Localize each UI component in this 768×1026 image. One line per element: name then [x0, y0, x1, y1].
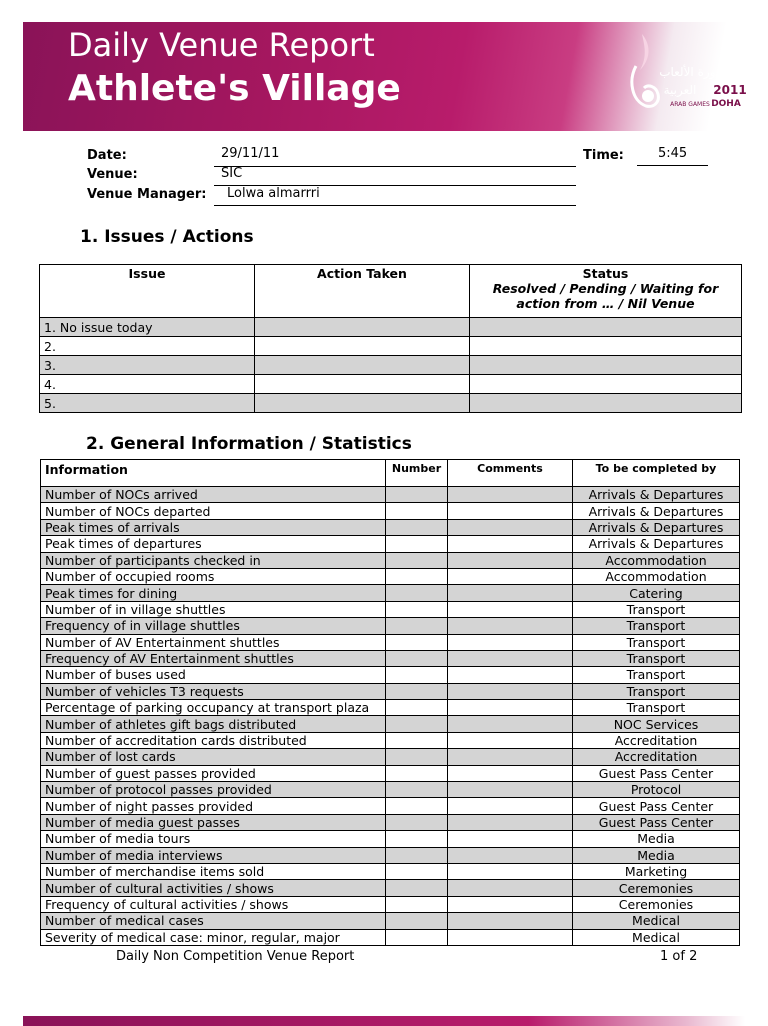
venue-label: Venue:	[87, 167, 138, 182]
comments-cell[interactable]	[448, 929, 573, 945]
statistics-row	[41, 552, 740, 568]
comments-cell[interactable]	[448, 601, 573, 617]
completed-by-cell: Accommodation	[573, 568, 740, 584]
comments-cell[interactable]	[448, 847, 573, 863]
number-cell[interactable]	[386, 896, 448, 912]
col-to-be-completed-by: To be completed by	[573, 460, 740, 487]
info-cell: Number of accreditation cards distributed	[41, 732, 386, 748]
section-statistics-title: 2. General Information / Statistics	[86, 434, 412, 454]
number-cell[interactable]	[386, 650, 448, 666]
col-status	[470, 265, 742, 318]
comments-cell[interactable]	[448, 831, 573, 847]
action-cell[interactable]	[255, 356, 470, 375]
completed-by-cell: Arrivals & Departures	[573, 519, 740, 535]
info-cell: Number of in village shuttles	[41, 601, 386, 617]
issue-row	[40, 394, 742, 413]
completed-by-cell: Transport	[573, 618, 740, 634]
completed-by-cell: Medical	[573, 929, 740, 945]
number-cell[interactable]	[386, 782, 448, 798]
info-cell: Number of lost cards	[41, 749, 386, 765]
action-cell[interactable]	[255, 375, 470, 394]
info-cell: Number of buses used	[41, 667, 386, 683]
comments-cell[interactable]	[448, 749, 573, 765]
completed-by-cell: Transport	[573, 601, 740, 617]
statistics-row	[41, 782, 740, 798]
info-cell: Number of occupied rooms	[41, 568, 386, 584]
number-cell[interactable]	[386, 667, 448, 683]
completed-by-cell: Medical	[573, 913, 740, 929]
number-cell[interactable]	[386, 519, 448, 535]
comments-cell[interactable]	[448, 618, 573, 634]
info-cell: Number of guest passes provided	[41, 765, 386, 781]
info-cell: Number of media guest passes	[41, 814, 386, 830]
statistics-row	[41, 568, 740, 584]
info-cell: Frequency of AV Entertainment shuttles	[41, 650, 386, 666]
report-title: Daily Venue Report	[68, 26, 375, 64]
statistics-row	[41, 929, 740, 945]
report-banner	[23, 22, 745, 131]
completed-by-cell: Media	[573, 847, 740, 863]
completed-by-cell: Protocol	[573, 782, 740, 798]
info-cell: Number of participants checked in	[41, 552, 386, 568]
statistics-row	[41, 765, 740, 781]
issue-row	[40, 356, 742, 375]
comments-cell[interactable]	[448, 716, 573, 732]
statistics-body	[41, 487, 740, 946]
number-cell[interactable]	[386, 929, 448, 945]
statistics-row	[41, 732, 740, 748]
statistics-row	[41, 831, 740, 847]
completed-by-cell: Accreditation	[573, 749, 740, 765]
completed-by-cell: Transport	[573, 650, 740, 666]
status-cell[interactable]	[470, 318, 742, 337]
status-cell[interactable]	[470, 337, 742, 356]
status-cell[interactable]	[470, 375, 742, 394]
info-cell: Number of media tours	[41, 831, 386, 847]
issue-cell[interactable]: 5.	[40, 394, 255, 413]
completed-by-cell: Accreditation	[573, 732, 740, 748]
info-cell: Number of cultural activities / shows	[41, 880, 386, 896]
issue-row	[40, 318, 742, 337]
comments-cell[interactable]	[448, 700, 573, 716]
venue-manager-value[interactable]: Lolwa almarrri	[227, 186, 320, 201]
logo-arabic-line1: دورة الألعاب	[659, 65, 721, 79]
number-cell[interactable]	[386, 700, 448, 716]
venue-manager-label: Venue Manager:	[87, 187, 207, 202]
issue-cell[interactable]: 4.	[40, 375, 255, 394]
number-cell[interactable]	[386, 765, 448, 781]
comments-cell[interactable]	[448, 519, 573, 535]
statistics-row	[41, 896, 740, 912]
status-heading: Status	[582, 266, 629, 281]
comments-cell[interactable]	[448, 896, 573, 912]
info-cell: Peak times of arrivals	[41, 519, 386, 535]
footer-report-name: Daily Non Competition Venue Report	[116, 949, 355, 964]
time-label: Time:	[583, 148, 624, 163]
comments-cell[interactable]	[448, 568, 573, 584]
statistics-row	[41, 503, 740, 519]
number-cell[interactable]	[386, 601, 448, 617]
number-cell[interactable]	[386, 880, 448, 896]
completed-by-cell: Media	[573, 831, 740, 847]
number-cell[interactable]	[386, 503, 448, 519]
section-issues-title: 1. Issues / Actions	[80, 227, 254, 247]
time-underline	[637, 165, 708, 166]
completed-by-cell: Arrivals & Departures	[573, 536, 740, 552]
col-number: Number	[386, 460, 448, 487]
issues-header-row	[40, 265, 742, 318]
logo-small-text: ARAB GAMES	[670, 101, 710, 108]
col-action-taken: Action Taken	[255, 265, 470, 318]
statistics-row	[41, 798, 740, 814]
info-cell: Frequency of in village shuttles	[41, 618, 386, 634]
info-cell: Number of AV Entertainment shuttles	[41, 634, 386, 650]
comments-cell[interactable]	[448, 634, 573, 650]
info-cell: Severity of medical case: minor, regular, major	[41, 929, 386, 945]
issue-cell[interactable]: 1. No issue today	[40, 318, 255, 337]
info-cell: Peak times of departures	[41, 536, 386, 552]
statistics-row	[41, 683, 740, 699]
page-number: 1 of 2	[660, 949, 698, 964]
statistics-row	[41, 618, 740, 634]
number-cell[interactable]	[386, 847, 448, 863]
statistics-row	[41, 847, 740, 863]
venue-title: Athlete's Village	[68, 68, 401, 109]
col-comments: Comments	[448, 460, 573, 487]
comments-cell[interactable]	[448, 782, 573, 798]
date-underline	[214, 166, 576, 167]
issues-table	[39, 264, 742, 413]
info-cell: Frequency of cultural activities / shows	[41, 896, 386, 912]
statistics-row	[41, 650, 740, 666]
number-cell[interactable]	[386, 618, 448, 634]
number-cell[interactable]	[386, 585, 448, 601]
logo-year: 2011	[713, 83, 747, 97]
completed-by-cell: Guest Pass Center	[573, 814, 740, 830]
logo-arabic-line2: العربية	[663, 83, 697, 97]
statistics-row	[41, 880, 740, 896]
issue-cell[interactable]: 3.	[40, 356, 255, 375]
info-cell: Percentage of parking occupancy at transport plaza	[41, 700, 386, 716]
issue-row	[40, 375, 742, 394]
comments-cell[interactable]	[448, 552, 573, 568]
statistics-row	[41, 716, 740, 732]
completed-by-cell: Ceremonies	[573, 896, 740, 912]
completed-by-cell: Transport	[573, 683, 740, 699]
statistics-row	[41, 863, 740, 879]
status-cell[interactable]	[470, 394, 742, 413]
number-cell[interactable]	[386, 798, 448, 814]
date-label: Date:	[87, 148, 127, 163]
info-cell: Number of NOCs arrived	[41, 487, 386, 503]
comments-cell[interactable]	[448, 880, 573, 896]
comments-cell[interactable]	[448, 650, 573, 666]
comments-cell[interactable]	[448, 487, 573, 503]
action-cell[interactable]	[255, 318, 470, 337]
number-cell[interactable]	[386, 863, 448, 879]
info-cell: Number of medical cases	[41, 913, 386, 929]
bottom-brand-band	[23, 1016, 745, 1026]
statistics-row	[41, 536, 740, 552]
info-cell: Number of night passes provided	[41, 798, 386, 814]
venue-value[interactable]: SIC	[221, 166, 243, 181]
status-cell[interactable]	[470, 356, 742, 375]
statistics-row	[41, 487, 740, 503]
completed-by-cell: Guest Pass Center	[573, 765, 740, 781]
completed-by-cell: Accommodation	[573, 552, 740, 568]
number-cell[interactable]	[386, 749, 448, 765]
number-cell[interactable]	[386, 568, 448, 584]
comments-cell[interactable]	[448, 814, 573, 830]
comments-cell[interactable]	[448, 667, 573, 683]
statistics-row	[41, 814, 740, 830]
comments-cell[interactable]	[448, 913, 573, 929]
number-cell[interactable]	[386, 913, 448, 929]
comments-cell[interactable]	[448, 863, 573, 879]
number-cell[interactable]	[386, 487, 448, 503]
action-cell[interactable]	[255, 337, 470, 356]
date-value[interactable]: 29/11/11	[221, 146, 280, 161]
statistics-row	[41, 913, 740, 929]
comments-cell[interactable]	[448, 585, 573, 601]
comments-cell[interactable]	[448, 732, 573, 748]
completed-by-cell: Transport	[573, 700, 740, 716]
number-cell[interactable]	[386, 831, 448, 847]
number-cell[interactable]	[386, 814, 448, 830]
time-value[interactable]: 5:45	[658, 146, 688, 161]
issue-row	[40, 337, 742, 356]
completed-by-cell: Arrivals & Departures	[573, 487, 740, 503]
completed-by-cell: Arrivals & Departures	[573, 503, 740, 519]
statistics-row	[41, 634, 740, 650]
comments-cell[interactable]	[448, 683, 573, 699]
col-information: Information	[41, 460, 386, 487]
completed-by-cell: Transport	[573, 667, 740, 683]
statistics-table	[40, 459, 740, 946]
statistics-row	[41, 667, 740, 683]
statistics-row	[41, 700, 740, 716]
issue-cell[interactable]: 2.	[40, 337, 255, 356]
completed-by-cell: Marketing	[573, 863, 740, 879]
statistics-row	[41, 585, 740, 601]
manager-underline	[214, 205, 576, 206]
info-cell: Number of vehicles T3 requests	[41, 683, 386, 699]
number-cell[interactable]	[386, 552, 448, 568]
number-cell[interactable]	[386, 732, 448, 748]
info-cell: Number of merchandise items sold	[41, 863, 386, 879]
statistics-row	[41, 519, 740, 535]
comments-cell[interactable]	[448, 798, 573, 814]
number-cell[interactable]	[386, 716, 448, 732]
info-cell: Number of media interviews	[41, 847, 386, 863]
statistics-header-row	[41, 460, 740, 487]
status-options: Resolved / Pending / Waiting for action from … / Nil Venue	[492, 281, 719, 311]
logo-city: DOHA	[711, 99, 741, 109]
completed-by-cell: NOC Services	[573, 716, 740, 732]
info-cell: Number of NOCs departed	[41, 503, 386, 519]
completed-by-cell: Guest Pass Center	[573, 798, 740, 814]
action-cell[interactable]	[255, 394, 470, 413]
info-cell: Peak times for dining	[41, 585, 386, 601]
completed-by-cell: Transport	[573, 634, 740, 650]
completed-by-cell: Ceremonies	[573, 880, 740, 896]
number-cell[interactable]	[386, 536, 448, 552]
statistics-row	[41, 749, 740, 765]
completed-by-cell: Catering	[573, 585, 740, 601]
comments-cell[interactable]	[448, 503, 573, 519]
arab-games-logo	[618, 26, 747, 126]
info-cell: Number of protocol passes provided	[41, 782, 386, 798]
statistics-row	[41, 601, 740, 617]
col-issue: Issue	[40, 265, 255, 318]
number-cell[interactable]	[386, 683, 448, 699]
number-cell[interactable]	[386, 634, 448, 650]
comments-cell[interactable]	[448, 765, 573, 781]
info-cell: Number of athletes gift bags distributed	[41, 716, 386, 732]
comments-cell[interactable]	[448, 536, 573, 552]
